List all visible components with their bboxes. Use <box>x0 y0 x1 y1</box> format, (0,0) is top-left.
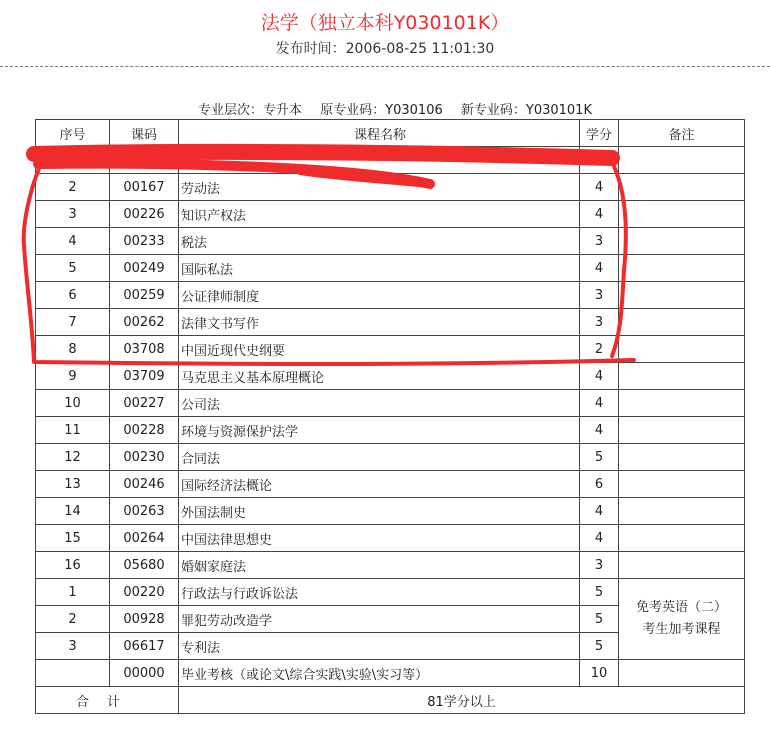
cell-remark <box>619 174 745 201</box>
cell-seq: 8 <box>36 336 110 363</box>
cell-credit: 5 <box>580 633 619 660</box>
cell-code: 03709 <box>110 363 179 390</box>
cell-credit: 4 <box>580 255 619 282</box>
cell-name: 中国近现代史纲要 <box>179 336 580 363</box>
cell-name: 环境与资源保护法学 <box>179 417 580 444</box>
table-row <box>36 579 745 606</box>
cell-credit: 3 <box>580 309 619 336</box>
cell-seq: 2 <box>36 174 110 201</box>
table-row <box>36 390 745 417</box>
cell-remark <box>619 471 745 498</box>
cell-name: 国际私法 <box>179 255 580 282</box>
cell-remark-elective <box>619 579 745 660</box>
cell-credit: 4 <box>580 390 619 417</box>
cell-code: 00928 <box>110 606 179 633</box>
cell-remark <box>619 390 745 417</box>
cell-name <box>179 147 580 174</box>
cell-code: 00167 <box>110 174 179 201</box>
cell-remark <box>619 147 745 174</box>
table-row <box>36 228 745 255</box>
cell-seq: 13 <box>36 471 110 498</box>
cell-name: 马克思主义基本原理概论 <box>179 363 580 390</box>
cell-remark <box>619 282 745 309</box>
total-value: 81学分以上 <box>179 687 745 714</box>
table-row <box>36 336 745 363</box>
cell-code: 06617 <box>110 633 179 660</box>
table-row <box>36 282 745 309</box>
cell-credit: 5 <box>580 606 619 633</box>
new-major-code: 新专业码：Y030101K <box>460 103 592 118</box>
cell-code: 00263 <box>110 498 179 525</box>
cell-seq: 10 <box>36 390 110 417</box>
cell-seq: 7 <box>36 309 110 336</box>
cell-credit: 2 <box>580 336 619 363</box>
cell-seq: 9 <box>36 363 110 390</box>
cell-name: 公司法 <box>179 390 580 417</box>
cell-code: 00000 <box>110 660 179 687</box>
remark-line-2: 考生加考课程 <box>642 622 721 637</box>
cell-seq: 16 <box>36 552 110 579</box>
cell-name: 毕业考核（或论文\综合实践\实验\实习等） <box>179 660 580 687</box>
publish-time: 发布时间：2006-08-25 11:01:30 <box>275 41 495 57</box>
cell-code: 00249 <box>110 255 179 282</box>
major-level: 专业层次：专升本 <box>198 103 303 118</box>
total-row <box>36 687 745 714</box>
table-row <box>36 417 745 444</box>
table-row <box>36 147 745 174</box>
header-name: 课程名称 <box>179 120 580 147</box>
cell-code: 00220 <box>110 579 179 606</box>
cell-credit: 4 <box>580 363 619 390</box>
cell-code: 00264 <box>110 525 179 552</box>
cell-seq: 1 <box>36 579 110 606</box>
cell-seq: 4 <box>36 228 110 255</box>
table-row <box>36 174 745 201</box>
cell-credit: 5 <box>580 444 619 471</box>
cell-remark <box>619 660 745 687</box>
cell-code: 03708 <box>110 336 179 363</box>
header-credit: 学分 <box>580 120 619 147</box>
remark-line-1: 免考英语（二） <box>635 600 727 615</box>
table-row <box>36 525 745 552</box>
cell-name: 专利法 <box>179 633 580 660</box>
table-row <box>36 309 745 336</box>
cell-name: 劳动法 <box>179 174 580 201</box>
cell-remark <box>619 498 745 525</box>
cell-credit <box>580 147 619 174</box>
cell-code: 05680 <box>110 552 179 579</box>
cell-code: 00228 <box>110 417 179 444</box>
cell-credit: 3 <box>580 552 619 579</box>
cell-seq: 12 <box>36 444 110 471</box>
cell-code: 00233 <box>110 228 179 255</box>
table-row <box>36 471 745 498</box>
cell-code <box>110 147 179 174</box>
cell-credit: 3 <box>580 282 619 309</box>
header-code: 课码 <box>110 120 179 147</box>
header-seq: 序号 <box>36 120 110 147</box>
cell-remark <box>619 417 745 444</box>
cell-credit: 10 <box>580 660 619 687</box>
cell-remark <box>619 309 745 336</box>
cell-seq: 15 <box>36 525 110 552</box>
cell-remark <box>619 201 745 228</box>
cell-name: 婚姻家庭法 <box>179 552 580 579</box>
cell-name: 知识产权法 <box>179 201 580 228</box>
table-row <box>36 201 745 228</box>
cell-credit: 4 <box>580 201 619 228</box>
cell-code: 00259 <box>110 282 179 309</box>
cell-seq: 6 <box>36 282 110 309</box>
table-row <box>36 552 745 579</box>
cell-remark <box>619 255 745 282</box>
total-label: 合计 <box>36 687 179 714</box>
course-table <box>35 119 745 714</box>
cell-name: 罪犯劳动改造学 <box>179 606 580 633</box>
cell-credit: 4 <box>580 525 619 552</box>
cell-name: 税法 <box>179 228 580 255</box>
cell-credit: 4 <box>580 498 619 525</box>
major-meta <box>0 99 770 118</box>
cell-code: 00262 <box>110 309 179 336</box>
page-title: 法学（独立本科Y030101K） <box>260 12 510 34</box>
cell-code: 00226 <box>110 201 179 228</box>
cell-seq: 3 <box>36 201 110 228</box>
cell-credit: 4 <box>580 417 619 444</box>
table-row <box>36 363 745 390</box>
cell-seq: 2 <box>36 606 110 633</box>
cell-seq: 5 <box>36 255 110 282</box>
cell-credit: 4 <box>580 174 619 201</box>
cell-name: 国际经济法概论 <box>179 471 580 498</box>
table-row <box>36 498 745 525</box>
cell-remark <box>619 336 745 363</box>
table-row <box>36 444 745 471</box>
cell-remark <box>619 444 745 471</box>
cell-seq: 3 <box>36 633 110 660</box>
cell-credit: 6 <box>580 471 619 498</box>
cell-name: 外国法制史 <box>179 498 580 525</box>
cell-name: 合同法 <box>179 444 580 471</box>
header-remark: 备注 <box>619 120 745 147</box>
cell-name: 中国法律思想史 <box>179 525 580 552</box>
old-major-code: 原专业码：Y030106 <box>320 103 443 118</box>
cell-credit: 3 <box>580 228 619 255</box>
cell-seq: 14 <box>36 498 110 525</box>
cell-code: 00246 <box>110 471 179 498</box>
cell-name: 行政法与行政诉讼法 <box>179 579 580 606</box>
cell-code: 00227 <box>110 390 179 417</box>
table-row <box>36 255 745 282</box>
table-header-row <box>36 120 745 147</box>
cell-seq: 11 <box>36 417 110 444</box>
cell-remark <box>619 552 745 579</box>
table-row <box>36 660 745 687</box>
cell-remark <box>619 228 745 255</box>
cell-remark <box>619 363 745 390</box>
cell-seq <box>36 147 110 174</box>
cell-remark <box>619 525 745 552</box>
dashed-divider <box>0 66 770 67</box>
cell-name: 公证律师制度 <box>179 282 580 309</box>
cell-name: 法律文书写作 <box>179 309 580 336</box>
cell-seq <box>36 660 110 687</box>
cell-code: 00230 <box>110 444 179 471</box>
cell-credit: 5 <box>580 579 619 606</box>
